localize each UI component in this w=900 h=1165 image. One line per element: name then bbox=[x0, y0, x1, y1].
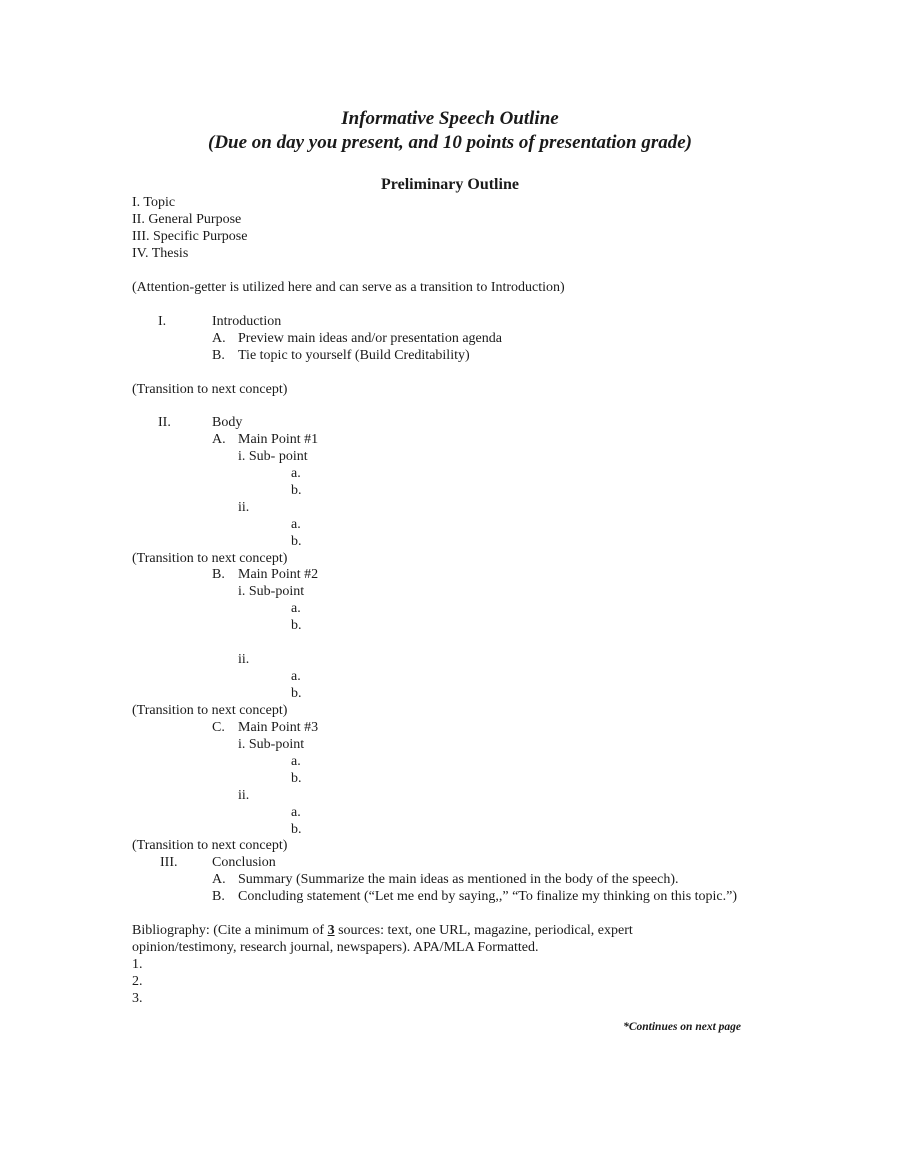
intro-b-letter: B. bbox=[212, 348, 225, 363]
document-title-note: (Due on day you present, and 10 points of presentation grade) bbox=[208, 132, 692, 153]
prelim-item-specific-purpose: III. Specific Purpose bbox=[132, 229, 248, 244]
continues-footnote: *Continues on next page bbox=[623, 1021, 741, 1033]
outline-item-a: a. bbox=[291, 669, 301, 684]
document-title: Informative Speech Outline bbox=[341, 108, 559, 129]
intro-a-letter: A. bbox=[212, 331, 226, 346]
outline-item-a: a. bbox=[291, 601, 301, 616]
conclusion-heading: Conclusion bbox=[212, 855, 276, 870]
bibliography-entry-2: 2. bbox=[132, 974, 143, 989]
outline-item-b: b. bbox=[291, 483, 302, 498]
intro-numeral: I. bbox=[158, 314, 167, 329]
body-numeral: II. bbox=[158, 415, 171, 430]
bibliography-text-end: sources: text, one URL, magazine, periodical, expert bbox=[334, 923, 633, 938]
outline-item-b: b. bbox=[291, 822, 302, 837]
outline-item-a: a. bbox=[291, 517, 301, 532]
main-point-2-sub-2: ii. bbox=[238, 652, 250, 667]
intro-a-text: Preview main ideas and/or presentation agenda bbox=[238, 331, 502, 346]
conclusion-a-text: Summary (Summarize the main ideas as mentioned in the body of the speech). bbox=[238, 872, 679, 887]
outline-item-a: a. bbox=[291, 805, 301, 820]
bibliography-entry-3: 3. bbox=[132, 991, 143, 1006]
conclusion-b-text: Concluding statement (“Let me end by saying,,” “To finalize my thinking on this topic.”) bbox=[238, 889, 738, 904]
conclusion-b-letter: B. bbox=[212, 889, 225, 904]
prelim-item-thesis: IV. Thesis bbox=[132, 246, 189, 261]
outline-item-b: b. bbox=[291, 534, 302, 549]
main-point-2-text: Main Point #2 bbox=[238, 567, 319, 582]
transition-line: (Transition to next concept) bbox=[132, 382, 288, 397]
prelim-item-topic: I. Topic bbox=[132, 195, 176, 210]
bibliography-entry-1: 1. bbox=[132, 957, 143, 972]
main-point-1-text: Main Point #1 bbox=[238, 432, 319, 447]
body-heading: Body bbox=[212, 415, 243, 430]
main-point-3-sub-1: i. Sub-point bbox=[238, 737, 305, 752]
transition-line: (Transition to next concept) bbox=[132, 703, 288, 718]
main-point-3-letter: C. bbox=[212, 720, 225, 735]
outline-item-b: b. bbox=[291, 618, 302, 633]
transition-line: (Transition to next concept) bbox=[132, 551, 288, 566]
transition-line: (Transition to next concept) bbox=[132, 838, 288, 853]
bibliography-line-1 bbox=[132, 922, 633, 939]
main-point-3-sub-2: ii. bbox=[238, 788, 250, 803]
outline-item-a: a. bbox=[291, 466, 301, 481]
main-point-2-letter: B. bbox=[212, 567, 225, 582]
intro-b-text: Tie topic to yourself (Build Creditability) bbox=[238, 348, 470, 363]
attention-getter-note: (Attention-getter is utilized here and can serve as a transition to Introduction) bbox=[132, 280, 565, 295]
main-point-1-sub-2: ii. bbox=[238, 500, 250, 515]
main-point-1-sub-1: i. Sub- point bbox=[238, 449, 308, 464]
main-point-2-sub-1: i. Sub-point bbox=[238, 584, 305, 599]
conclusion-a-letter: A. bbox=[212, 872, 226, 887]
outline-item-a: a. bbox=[291, 754, 301, 769]
bibliography-minimum-count: 3 bbox=[327, 923, 335, 938]
prelim-item-general-purpose: II. General Purpose bbox=[132, 212, 242, 227]
conclusion-numeral: III. bbox=[160, 855, 178, 870]
bibliography-line-2: opinion/testimony, research journal, newspapers). APA/MLA Formatted. bbox=[132, 940, 539, 955]
outline-item-b: b. bbox=[291, 771, 302, 786]
section-subtitle: Preliminary Outline bbox=[381, 176, 519, 193]
main-point-3-text: Main Point #3 bbox=[238, 720, 319, 735]
intro-heading: Introduction bbox=[212, 314, 282, 329]
main-point-1-letter: A. bbox=[212, 432, 226, 447]
outline-item-b: b. bbox=[291, 686, 302, 701]
bibliography-text-start: Bibliography: (Cite a minimum of bbox=[132, 923, 328, 938]
